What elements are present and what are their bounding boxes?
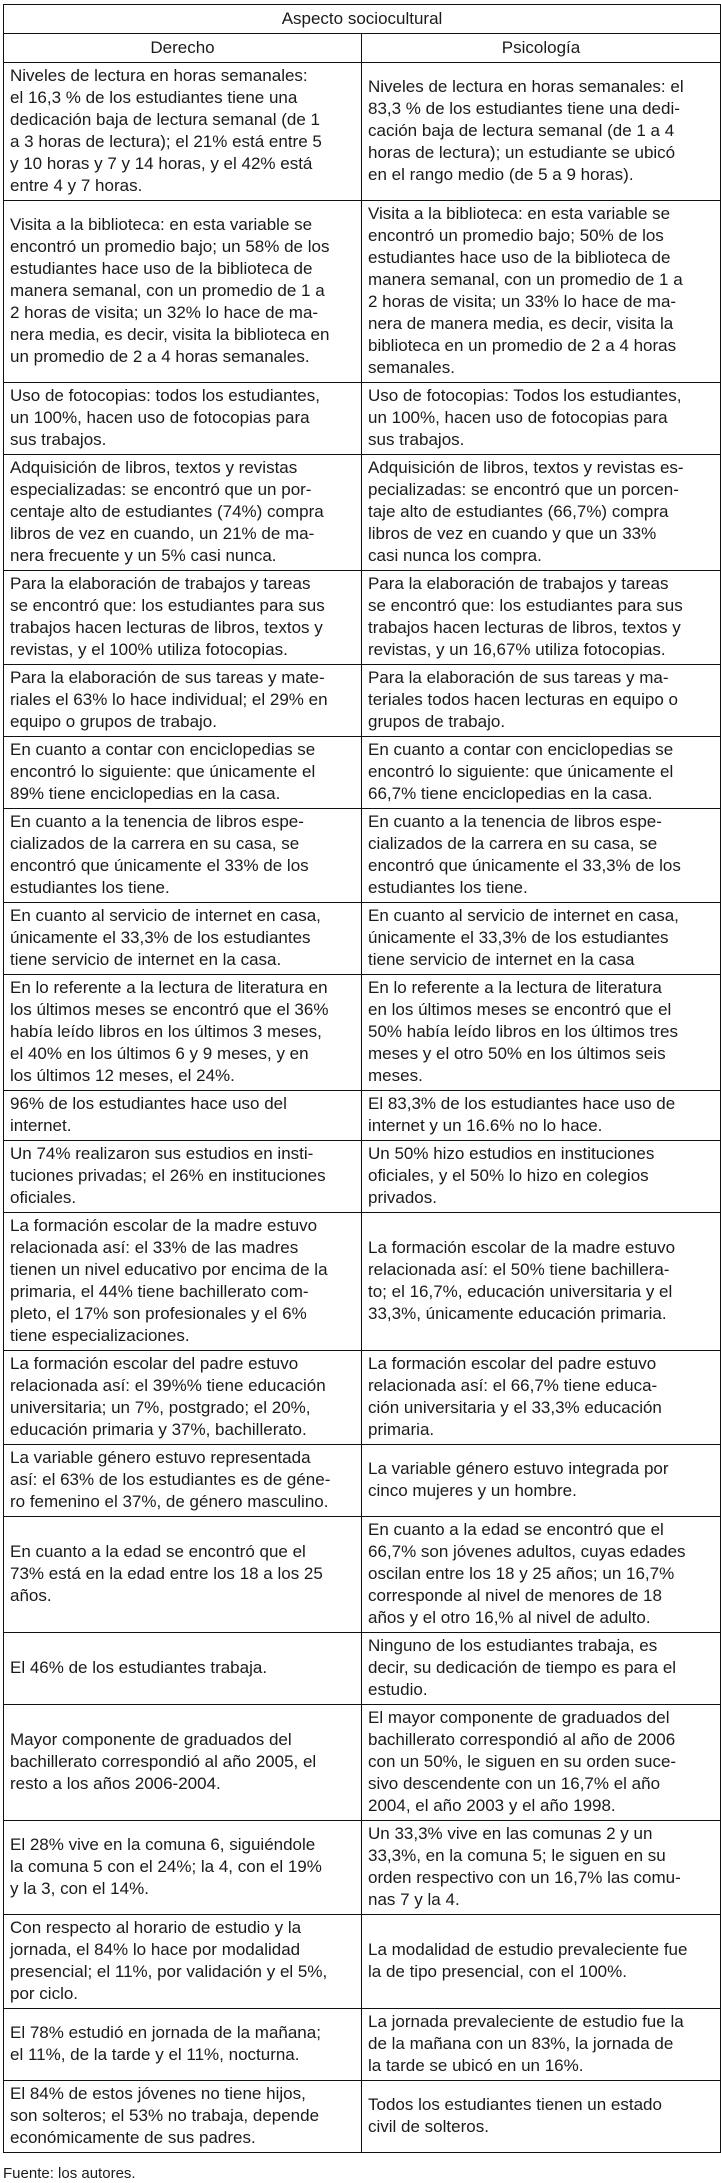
table-row bbox=[4, 1915, 721, 2009]
column-header-derecho: Derecho bbox=[4, 34, 362, 63]
cell-derecho: Uso de fotocopias: todos los estudiantes, un 100%, hacen uso de fotocopias para sus trabajos. bbox=[4, 383, 362, 455]
cell-derecho: Niveles de lectura en horas semanales: el 16,3 % de los estudiantes tiene una dedicación baja de lectura semanal (de 1 a 3 horas de lectura); el 21% está entre 5 y 10 horas y 7 y 14 horas, y el 42% está entre 4 y 7 horas. bbox=[4, 63, 362, 201]
table-row bbox=[4, 737, 721, 809]
cell-derecho: 96% de los estudiantes hace uso del internet. bbox=[4, 1091, 362, 1141]
table-row bbox=[4, 903, 721, 975]
cell-psicologia: Un 33,3% vive en las comunas 2 y un 33,3%, en la comuna 5; le siguen en su orden respectivo con un 16,7% las comu- nas 7 y la 4. bbox=[362, 1821, 721, 1915]
cell-psicologia: La variable género estuvo integrada por cinco mujeres y un hombre. bbox=[362, 1445, 721, 1517]
cell-derecho: La formación escolar del padre estuvo relacionada así: el 39%% tiene educación universitaria; un 7%, postgrado; el 20%, educación primaria y 37%, bachillerato. bbox=[4, 1351, 362, 1445]
cell-derecho: Para la elaboración de trabajos y tareas se encontró que: los estudiantes para sus trabajos hacen lecturas de libros, textos y revistas, y el 100% utiliza fotocopias. bbox=[4, 571, 362, 665]
cell-derecho: El 28% vive en la comuna 6, siguiéndole la comuna 5 con el 24%; la 4, con el 19% y la 3, con el 14%. bbox=[4, 1821, 362, 1915]
cell-psicologia: En cuanto a la tenencia de libros espe- cializados de la carrera en su casa, se encontró que únicamente el 33,3% de los estudiantes los tiene. bbox=[362, 809, 721, 903]
cell-derecho: El 84% de estos jóvenes no tiene hijos, son solteros; el 53% no trabaja, depende económicamente de sus padres. bbox=[4, 2081, 362, 2153]
table-row bbox=[4, 1705, 721, 1821]
table-row bbox=[4, 809, 721, 903]
table-title-row bbox=[4, 5, 721, 34]
cell-derecho: El 78% estudió en jornada de la mañana; el 11%, de la tarde y el 11%, nocturna. bbox=[4, 2009, 362, 2081]
table-header-row bbox=[4, 34, 721, 63]
cell-derecho: Mayor componente de graduados del bachillerato correspondió al año 2005, el resto a los años 2006-2004. bbox=[4, 1705, 362, 1821]
table-row bbox=[4, 1091, 721, 1141]
cell-derecho: Visita a la biblioteca: en esta variable se encontró un promedio bajo; un 58% de los estudiantes hace uso de la biblioteca de manera semanal, con un promedio de 1 a 2 horas de visita; un 32% lo hace de ma- nera media, es decir, visita la biblioteca en un promedio de 2 a 4 horas semanales. bbox=[4, 201, 362, 383]
table-row bbox=[4, 975, 721, 1091]
cell-psicologia: En cuanto a la edad se encontró que el 66,7% son jóvenes adultos, cuyas edades oscilan entre los 18 y 25 años; un 16,7% corresponde al nivel de menores de 18 años y el otro 16,% al nivel de adulto. bbox=[362, 1517, 721, 1633]
table-row bbox=[4, 1213, 721, 1351]
table-row bbox=[4, 1517, 721, 1633]
cell-derecho: En cuanto a contar con enciclopedias se encontró lo siguiente: que únicamente el 89% tiene enciclopedias en la casa. bbox=[4, 737, 362, 809]
table-title: Aspecto sociocultural bbox=[4, 5, 721, 34]
cell-derecho: En cuanto a la tenencia de libros espe- cializados de la carrera en su casa, se encontró que únicamente el 33% de los estudiantes los tiene. bbox=[4, 809, 362, 903]
table-body bbox=[4, 63, 721, 2153]
cell-psicologia: La jornada prevaleciente de estudio fue la de la mañana con un 83%, la jornada de la tarde se ubicó en un 16%. bbox=[362, 2009, 721, 2081]
cell-derecho: Un 74% realizaron sus estudios en insti- tuciones privadas; el 26% en instituciones oficiales. bbox=[4, 1141, 362, 1213]
cell-psicologia: El 83,3% de los estudiantes hace uso de internet y un 16.6% no lo hace. bbox=[362, 1091, 721, 1141]
column-header-psicologia: Psicología bbox=[362, 34, 721, 63]
table-row bbox=[4, 383, 721, 455]
cell-derecho: Con respecto al horario de estudio y la jornada, el 84% lo hace por modalidad presencial; el 11%, por validación y el 5%, por ciclo. bbox=[4, 1915, 362, 2009]
cell-derecho: En lo referente a la lectura de literatura en los últimos meses se encontró que el 36% había leído libros en los últimos 3 meses, el 40% en los últimos 6 y 9 meses, y en los últimos 12 meses, el 24%. bbox=[4, 975, 362, 1091]
cell-psicologia: En lo referente a la lectura de literatura en los últimos meses se encontró que el 50% había leído libros en los últimos tres meses y el otro 50% en los últimos seis meses. bbox=[362, 975, 721, 1091]
cell-psicologia: Todos los estudiantes tienen un estado civil de solteros. bbox=[362, 2081, 721, 2153]
cell-psicologia: Ninguno de los estudiantes trabaja, es decir, su dedicación de tiempo es para el estudio. bbox=[362, 1633, 721, 1705]
source-note: Fuente: los autores. bbox=[3, 2165, 136, 2182]
table-row bbox=[4, 1351, 721, 1445]
cell-derecho: La variable género estuvo representada así: el 63% de los estudiantes es de géne- ro femenino el 37%, de género masculino. bbox=[4, 1445, 362, 1517]
cell-psicologia: La formación escolar de la madre estuvo relacionada así: el 50% tiene bachillera- to; el 16,7%, educación universitaria y el 33,3%, únicamente educación primaria. bbox=[362, 1213, 721, 1351]
table-row bbox=[4, 1821, 721, 1915]
table-row bbox=[4, 63, 721, 201]
cell-psicologia: La formación escolar del padre estuvo relacionada así: el 66,7% tiene educa- ción universitaria y el 33,3% educación primaria. bbox=[362, 1351, 721, 1445]
cell-psicologia: Para la elaboración de trabajos y tareas se encontró que: los estudiantes para sus trabajos hacen lecturas de libros, textos y revistas, y un 16,67% utiliza fotocopias. bbox=[362, 571, 721, 665]
cell-derecho: Adquisición de libros, textos y revistas especializadas: se encontró que un por- centaje alto de estudiantes (74%) compra libros de vez en cuando, un 21% de ma- nera frecuente y un 5% casi nunca. bbox=[4, 455, 362, 571]
table-row bbox=[4, 455, 721, 571]
cell-derecho: Para la elaboración de sus tareas y mate- riales el 63% lo hace individual; el 29% en equipo o grupos de trabajo. bbox=[4, 665, 362, 737]
cell-psicologia: En cuanto al servicio de internet en casa, únicamente el 33,3% de los estudiantes tiene servicio de internet en la casa bbox=[362, 903, 721, 975]
table-row bbox=[4, 201, 721, 383]
cell-derecho: En cuanto al servicio de internet en casa, únicamente el 33,3% de los estudiantes tiene servicio de internet en la casa. bbox=[4, 903, 362, 975]
sociocultural-comparison-table bbox=[3, 4, 721, 2153]
table-row bbox=[4, 1445, 721, 1517]
cell-psicologia: Niveles de lectura en horas semanales: el 83,3 % de los estudiantes tiene una dedi- cación baja de lectura semanal (de 1 a 4 horas de lectura); un estudiante se ubicó en el rango medio (de 5 a 9 horas). bbox=[362, 63, 721, 201]
cell-psicologia: Para la elaboración de sus tareas y ma- teriales todos hacen lecturas en equipo o grupos de trabajo. bbox=[362, 665, 721, 737]
cell-derecho: En cuanto a la edad se encontró que el 73% está en la edad entre los 18 a los 25 años. bbox=[4, 1517, 362, 1633]
table-row bbox=[4, 571, 721, 665]
table-row bbox=[4, 665, 721, 737]
table-row bbox=[4, 1141, 721, 1213]
cell-derecho: La formación escolar de la madre estuvo relacionada así: el 33% de las madres tienen un nivel educativo por encima de la primaria, el 44% tiene bachillerato com- pleto, el 17% son profesionales y el 6% tiene especializaciones. bbox=[4, 1213, 362, 1351]
cell-psicologia: Un 50% hizo estudios en instituciones oficiales, y el 50% lo hizo en colegios privados. bbox=[362, 1141, 721, 1213]
cell-psicologia: La modalidad de estudio prevaleciente fue la de tipo presencial, con el 100%. bbox=[362, 1915, 721, 2009]
cell-derecho: El 46% de los estudiantes trabaja. bbox=[4, 1633, 362, 1705]
cell-psicologia: Uso de fotocopias: Todos los estudiantes, un 100%, hacen uso de fotocopias para sus trabajos. bbox=[362, 383, 721, 455]
table-row bbox=[4, 2081, 721, 2153]
cell-psicologia: Visita a la biblioteca: en esta variable se encontró un promedio bajo; 50% de los estudiantes hace uso de la biblioteca de manera semanal, con un promedio de 1 a 2 horas de visita; un 33% lo hace de ma- nera de manera media, es decir, visita la biblioteca en un promedio de 2 a 4 horas semanales. bbox=[362, 201, 721, 383]
table-row bbox=[4, 1633, 721, 1705]
cell-psicologia: El mayor componente de graduados del bachillerato correspondió al año de 2006 con un 50%, le siguen en su orden suce- sivo descendente con un 16,7% el año 2004, el año 2003 y el año 1998. bbox=[362, 1705, 721, 1821]
cell-psicologia: Adquisición de libros, textos y revistas es- pecializadas: se encontró que un porcen- taje alto de estudiantes (66,7%) compra libros de vez en cuando y que un 33% casi nunca los compra. bbox=[362, 455, 721, 571]
table-row bbox=[4, 2009, 721, 2081]
cell-psicologia: En cuanto a contar con enciclopedias se encontró lo siguiente: que únicamente el 66,7% tiene enciclopedias en la casa. bbox=[362, 737, 721, 809]
